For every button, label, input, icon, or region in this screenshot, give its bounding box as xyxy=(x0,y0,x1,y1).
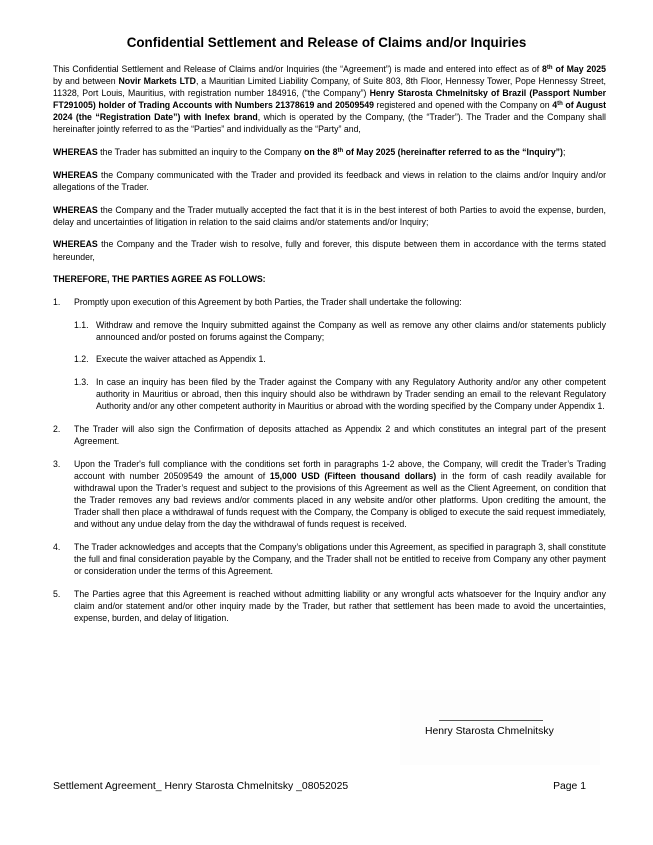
subclause-text: Execute the waiver attached as Appendix 1. xyxy=(96,354,266,365)
footer-document-name: Settlement Agreement_ Henry Starosta Chmelnitsky _08052025 xyxy=(53,781,349,792)
signature-line xyxy=(439,720,543,721)
clause-text: Upon the Trader's full compliance with the conditions set forth in paragraphs 1-2 above, the Company, will credit the Trader’s Trading account with number 20509549 the amount of 15,000 USD (Fifteen thousand dollars) in the form of cash readily available for withdrawal upon the Trader’s request and subject to the provisions of this Agreement as well as the Client Agreement, on condition that the Trader removes any bad reviews and/or comments placed in any website and/or other platforms. Upon crediting the amount, the Trader shall then place a withdrawal of funds request with the Company, the Company is obliged to execute the said request immediately, and without any undue delay from the day the withdrawal of funds request is received. xyxy=(74,458,607,530)
clause-number: 5. xyxy=(53,588,61,599)
subclause-text: In case an inquiry has been filed by the Trader against the Company with any Regulatory Authority and/or any other competent authority in Mauritius or abroad, then this inquiry should also be withdrawn by Trader sending an email to the relevant Regulatory Authority and/or any other competent authority in Mauritius or abroad with the wording specified by the Company under Appendix 1. xyxy=(96,377,606,412)
clause-number: 3. xyxy=(53,458,61,469)
clause-4 xyxy=(53,541,606,577)
document-title: Confidential Settlement and Release of Claims and/or Inquiries xyxy=(126,35,527,50)
subclause-number: 1.3. xyxy=(74,377,89,388)
company-name: Novir Markets LTD xyxy=(118,76,196,87)
clause-3 xyxy=(53,458,606,531)
agreement-date: 8th of May 2025 xyxy=(542,64,607,74)
clause-number: 2. xyxy=(53,423,61,434)
signatory-name: Henry Starosta Chmelnitsky xyxy=(425,726,554,737)
whereas-clause: WHEREAS the Company communicated with the Trader and provided its feedback and views in relation to the claims and/or Inquiry and/or allegations of the Trader. xyxy=(53,169,606,192)
intro-text: This Confidential Settlement and Release of Claims and/or Inquiries (the “Agreement”) is made and entered into effect as of xyxy=(53,64,543,74)
clause-5 xyxy=(53,588,606,624)
clause-number: 4. xyxy=(53,541,61,552)
registration-date: 4th of August 2024 (the “Registration Date”) with Inefex brand xyxy=(53,100,606,123)
clause-text: Promptly upon execution of this Agreement by both Parties, the Trader shall undertake the following: xyxy=(74,296,462,307)
clause-text: The Trader acknowledges and accepts that the Company’s obligations under this Agreement, as specified in paragraph 3, shall constitute the full and final consideration payable by the Company, and the Trader shall not be entitled to receive from Company any other payment or consideration under the terms of this Agreement. xyxy=(74,541,606,577)
whereas-clause: WHEREAS the Trader has submitted an inquiry to the Company on the 8th of May 2025 (hereinafter referred to as the “Inquiry”); xyxy=(53,147,566,158)
clause-2 xyxy=(53,423,606,447)
clause-number: 1. xyxy=(53,296,61,307)
whereas-clause: WHEREAS the Company and the Trader mutually accepted the fact that it is in the best interest of both Parties to avoid the expense, burden, delay and uncertainties of litigation in relation to the said claims and/or statements and/or Inquiry; xyxy=(53,204,606,227)
subclause-1-3 xyxy=(53,376,606,412)
subclause-number: 1.2. xyxy=(74,354,89,365)
subclause-number: 1.1. xyxy=(74,319,89,330)
clause-1 xyxy=(53,296,606,308)
therefore-heading: THEREFORE, THE PARTIES AGREE AS FOLLOWS: xyxy=(53,274,266,285)
subclause-1-2 xyxy=(53,353,606,365)
signature-block xyxy=(400,690,600,765)
subclause-text: Withdraw and remove the Inquiry submitted against the Company as well as remove any other claims and/or statements publicly announced and/or posted on forums against the Company; xyxy=(96,319,606,342)
trader-details: Henry Starosta Chmelnitsky of Brazil (Passport Number FT291005) holder of Trading Accounts with Numbers 21378619 and 20509549 xyxy=(53,88,607,111)
whereas-clause: WHEREAS the Company and the Trader wish to resolve, fully and forever, this dispute between them in accordance with the terms stated hereunder, xyxy=(53,239,606,262)
document-body xyxy=(53,63,606,635)
subclause-1-1 xyxy=(53,319,606,343)
page-number: Page 1 xyxy=(553,781,586,792)
intro-paragraph: This Confidential Settlement and Release of Claims and/or Inquiries (the “Agreement”) is made and entered into effect as of 8th of May 2025 by and between Novir Markets LTD, a Mauritian Limited Liability Company, of Suite 803, 8th Floor, Hennessy Tower, Pope Hennessy Street, 11328, Port Louis, Mauritius, with registration number 184916, (“the Company”) Henry Starosta Chmelnitsky of Brazil (Passport Number FT291005) holder of Trading Accounts with Numbers 21378619 and 20509549 registered and opened with the Company on 4th of August 2024 (the “Registration Date”) with Inefex brand, which is operated by the Company, (the “Trader”). The Trader and the Company shall hereinafter jointly referred to as the “Parties” and individually as the “Party” and, xyxy=(53,64,607,135)
settlement-amount: 15,000 USD (Fifteen thousand dollars) xyxy=(269,470,437,481)
clause-text: The Trader will also sign the Confirmation of deposits attached as Appendix 2 and which constitutes an integral part of the present Agreement. xyxy=(74,423,606,446)
clause-text: The Parties agree that this Agreement is reached without admitting liability or any wrongful acts whatsoever for the Inquiry and\or any claim and/or statement and/or other inquiry made by the Trader, but rather that settlement has been made to avoid the uncertainties, expense, burden, and delay of litigation. xyxy=(74,588,606,623)
